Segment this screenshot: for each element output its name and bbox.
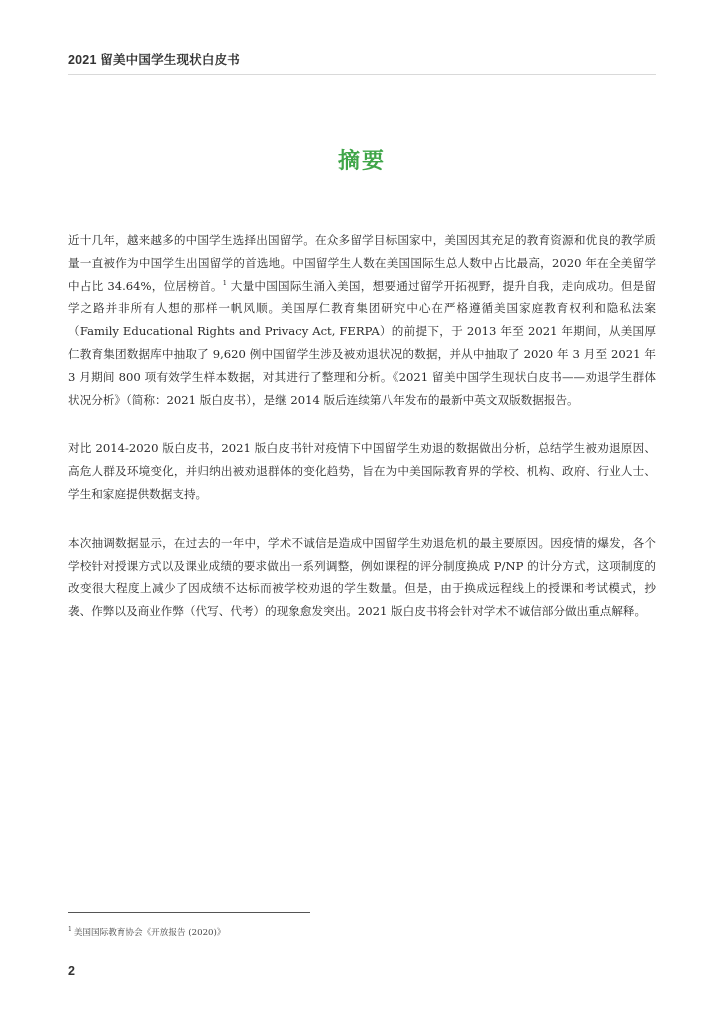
footnote-text: 美国国际教育协会《开放报告 (2020)》 — [73, 928, 226, 938]
paragraph-2: 对比 2014-2020 版白皮书，2021 版白皮书针对疫情下中国留学生劝退的数据做出分析，总结学生被劝退原因、高危人群及环境变化，并归纳出被劝退群体的变化趋势，旨在为中美国际教育界的学校、机构、政府、行业人士、学生和家庭提供数据支持。 — [68, 441, 656, 501]
paragraph-1 — [68, 229, 656, 411]
footnote-marker: 1 — [68, 926, 72, 934]
footnote — [68, 926, 225, 938]
paragraph-1-text-a: 近十几年，越来越多的中国学生选择出国留学。在众多留学目标国家中，美国因其充足的教育资源和优良的教学质量一直被作为中国学生出国留学的首选地。中国留学生人数在美国国际生总人数中占比最高，2020 年在全美留学中占比 34.64%，位居榜首。 — [68, 233, 656, 293]
running-header: 2021 留美中国学生现状白皮书 — [68, 53, 240, 67]
paragraph-1-text-b: 大量中国国际生涌入美国，想要通过留学开拓视野，提升自我，走向成功。但是留学之路并非所有人想的那样一帆风顺。美国厚仁教育集团研究中心在严格遵循美国家庭教育权利和隐私法案（Family Educational Rights and Privacy Act, FERPA）的前提下，于 2013 年至 2021 年期间，从美国厚仁教育集团数据库中抽取了 9,620 例中国留学生涉及被劝退状况的数据，并从中抽取了 2020 年 3 月至 2021 年 3 月期间 800 项有效学生样本数据，对其进行了整理和分析。《2021 留美中国学生现状白皮书——劝退学生群体状况分析》（简称：2021 版白皮书），是继 2014 版后连续第八年发布的最新中英文双版数据报告。 — [68, 278, 656, 407]
footnote-divider — [68, 912, 310, 913]
page-number: 2 — [68, 964, 75, 978]
header-divider — [68, 74, 656, 75]
paragraph-3: 本次抽调数据显示，在过去的一年中，学术不诚信是造成中国留学生劝退危机的最主要原因。因疫情的爆发，各个学校针对授课方式以及课业成绩的要求做出一系列调整，例如课程的评分制度换成 P/NP 的计分方式，这项制度的改变很大程度上减少了因成绩不达标而被学校劝退的学生数量。但是，由于换成远程线上的授课和考试模式，抄袭、作弊以及商业作弊（代写、代考）的现象愈发突出。2021 版白皮书将会针对学术不诚信部分做出重点解释。 — [68, 535, 656, 619]
abstract-body — [68, 229, 656, 649]
page-title: 摘要 — [337, 149, 386, 174]
footnote-reference[interactable]: 1 — [222, 278, 227, 287]
